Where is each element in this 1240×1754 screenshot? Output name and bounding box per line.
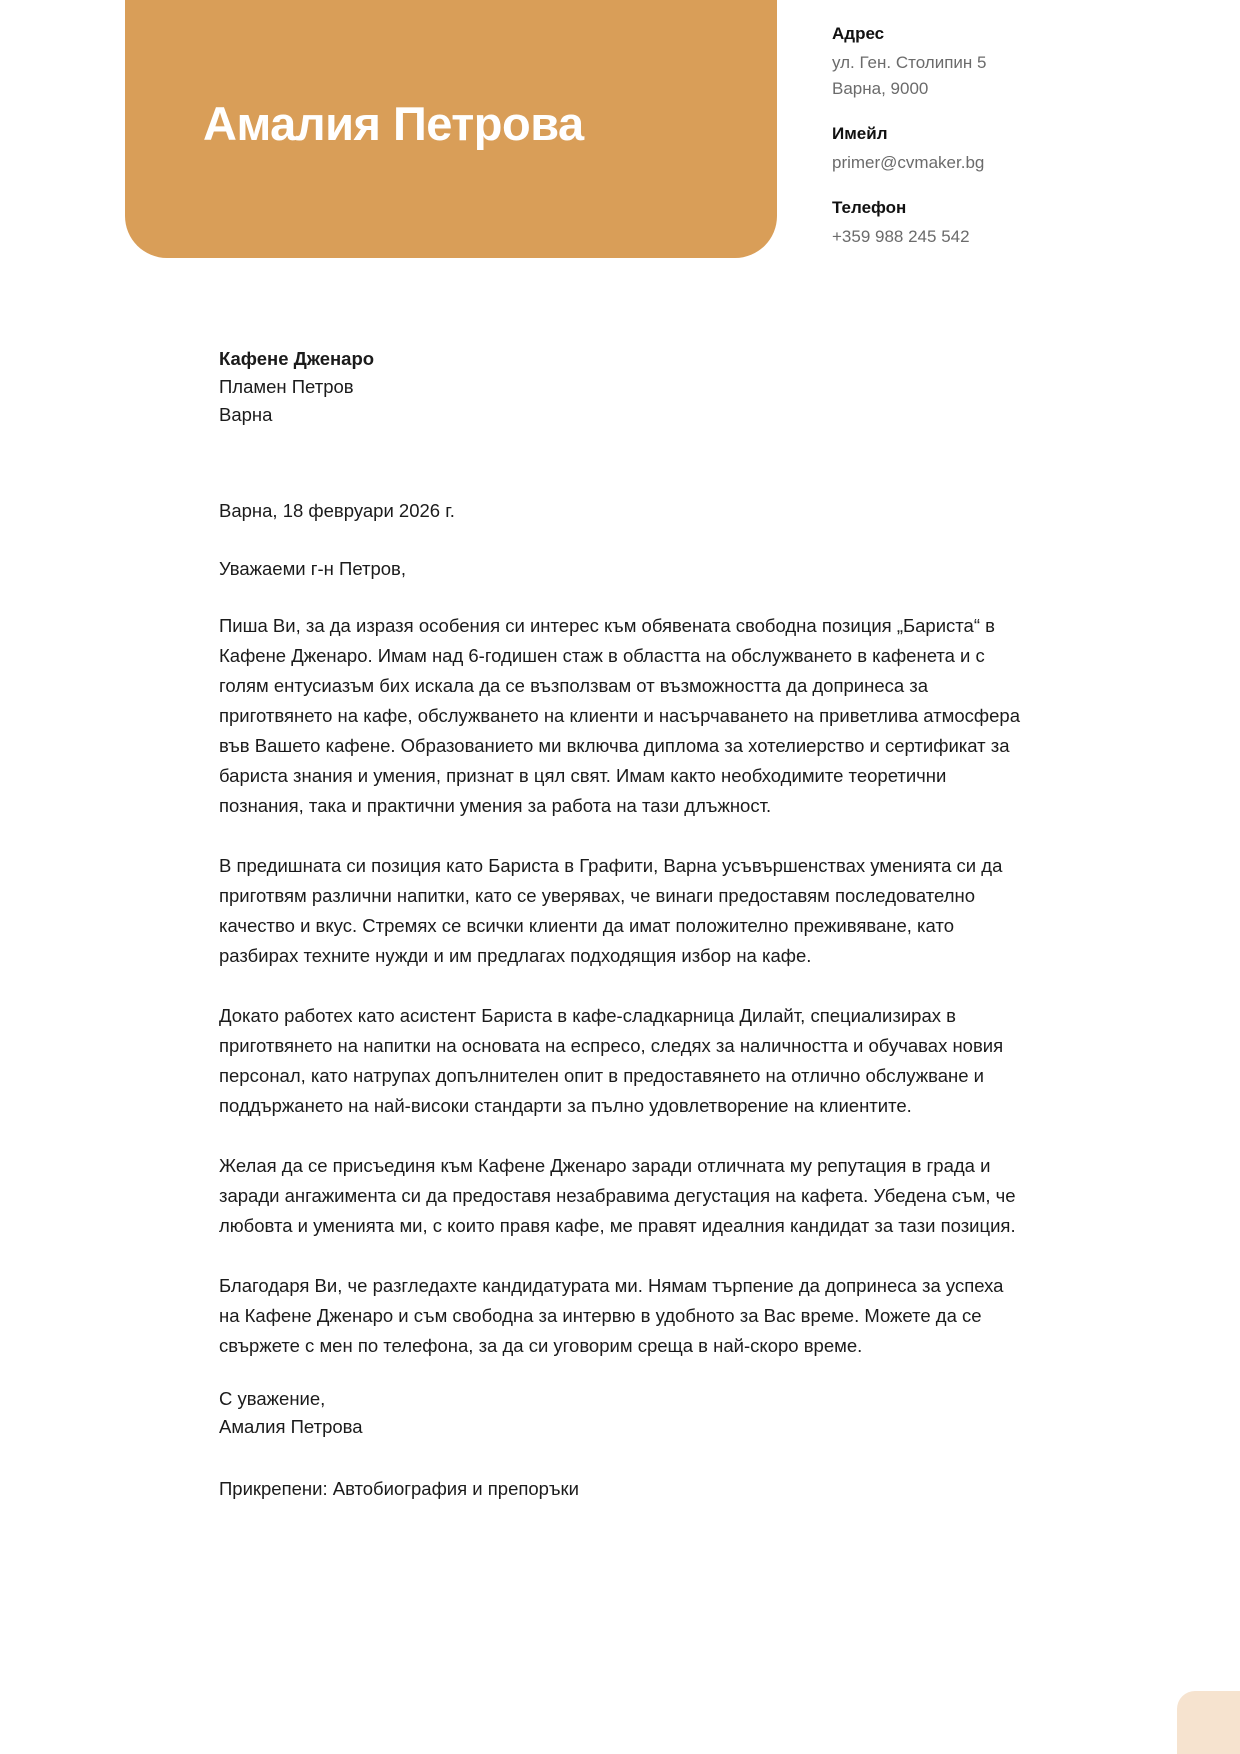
contact-group-email bbox=[832, 124, 1192, 176]
contact-info bbox=[832, 24, 1192, 272]
attachments-line: Прикрепени: Автобиография и препоръки bbox=[219, 1478, 579, 1499]
salutation: Уважаеми г-н Петров, bbox=[219, 558, 407, 579]
paragraph-motivation: Желая да се присъединя към Кафене Дженаро заради отличната му репутация в града и заради ангажимента си да предоставя незабравима дегустация на кафета. Убедена съм, че любовта и уменията ми, с които правя кафе, ме правят идеалния кандидат за тази позиция. bbox=[219, 1155, 1016, 1236]
paragraph-experience-barista: В предишната си позиция като Бариста в Графити, Варна усъвършенствах уменията си да приготвям различни напитки, като се уверявах, че винаги предоставям последователно качество и вкус. Стремях се всички клиенти да имат положително преживяване, като разбирах техните нужди и им предлагах подходящия избор на кафе. bbox=[219, 855, 1003, 966]
corner-decoration bbox=[1177, 1691, 1240, 1754]
email-label: Имейл bbox=[832, 124, 888, 143]
paragraph-experience-assistant: Докато работех като асистент Бариста в кафе-сладкарница Дилайт, специализирах в приготвянето на напитки на основата на еспресо, следях за наличността и обучавах новия персонал, като натрупах допълнителен опит в предоставянето на отлично обслужване и поддържането на най-високи стандарти за пълно удовлетворение на клиентите. bbox=[219, 1005, 1004, 1116]
paragraph-intro: Пиша Ви, за да изразя особения си интерес към обявената свободна позиция „Бариста“ в Кафене Дженаро. Имам над 6-годишен стаж в областта на обслужването в кафенета и с голям ентусиазъм бих искала да се възползвам от възможността да допринеса за приготвянето на кафе, обслужването на клиенти и насърчаването на приветлива атмосфера във Вашето кафене. Образованието ми включва диплома за хотелиерство и сертификат за бариста знания и умения, признат в цял свят. Имам както необходимите теоретични познания, така и практични умения за работа на тази длъжност. bbox=[219, 615, 1020, 816]
closing-phrase: С уважение, bbox=[219, 1388, 326, 1409]
address-line-city: Варна, 9000 bbox=[832, 79, 929, 98]
paragraph-thanks: Благодаря Ви, че разгледахте кандидатурата ми. Нямам търпение да допринеса за успеха на Кафене Дженаро и съм свободна за интервю в удобното за Вас време. Можете да се свържете с мен по телефона, за да си уговорим среща в най-скоро време. bbox=[219, 1275, 1004, 1356]
contact-group-address bbox=[832, 24, 1192, 102]
recipient-city: Варна bbox=[219, 404, 273, 425]
recipient-person: Пламен Петров bbox=[219, 376, 354, 397]
phone-value: +359 988 245 542 bbox=[832, 227, 970, 246]
applicant-name: Амалия Петрова bbox=[203, 97, 584, 150]
closing-block bbox=[219, 1385, 1025, 1441]
recipient-block bbox=[219, 345, 1025, 429]
header-banner bbox=[125, 0, 777, 258]
signature-name: Амалия Петрова bbox=[219, 1416, 363, 1437]
phone-label: Телефон bbox=[832, 198, 907, 217]
address-line-street: ул. Ген. Столипин 5 bbox=[832, 53, 987, 72]
contact-group-phone bbox=[832, 198, 1192, 250]
address-label: Адрес bbox=[832, 24, 885, 43]
date-line: Варна, 18 февруари 2026 г. bbox=[219, 500, 455, 521]
letter-body bbox=[219, 345, 1025, 1503]
recipient-company: Кафене Дженаро bbox=[219, 348, 375, 369]
email-value: primer@cvmaker.bg bbox=[832, 153, 985, 172]
